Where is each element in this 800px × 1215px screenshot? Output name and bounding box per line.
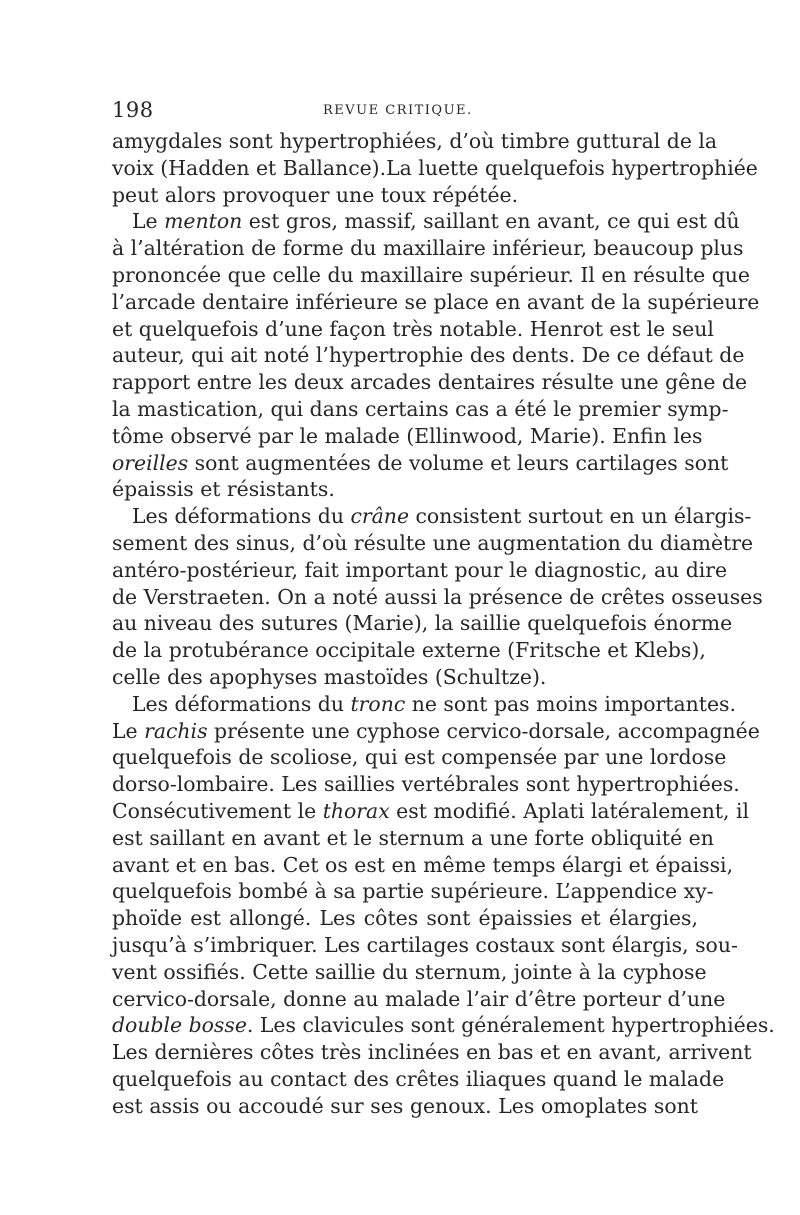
text-line: cervico-dorsale, donne au malade l’air d’être porteur d’une: [112, 986, 726, 1011]
text-line: au niveau des sutures (Marie), la saillie quelquefois énorme: [112, 611, 733, 636]
text-line: double bosse. Les clavicules sont généralement hypertrophiées.: [112, 1013, 775, 1038]
text-line: de la protubérance occipitale externe (Fritsche et Klebs),: [112, 638, 706, 663]
text-line: l’arcade dentaire inférieure se place en avant de la supérieure: [112, 289, 760, 314]
page-header: [112, 98, 692, 124]
text-line: quelquefois bombé à sa partie supérieure. L’appendice xy-: [112, 879, 714, 904]
page-number: 198: [112, 98, 154, 122]
text-line: vent ossifiés. Cette saillie du sternum, jointe à la cyphose: [112, 959, 707, 984]
text-line: sement des sinus, d’où résulte une augmentation du diamètre: [112, 530, 754, 555]
text-line: Le rachis présente une cyphose cervico-dorsale, accompagnée: [112, 718, 760, 743]
body-text: [112, 128, 775, 1119]
text-line: Les déformations du crâne consistent surtout en un élargis-: [132, 504, 752, 529]
text-line: quelquefois au contact des crêtes iliaques quand le malade: [112, 1066, 725, 1091]
text-line: Les dernières côtes très inclinées en bas et en avant, arrivent: [112, 1040, 752, 1065]
text-line: est saillant en avant et le sternum a une forte obliquité en: [112, 825, 714, 850]
text-line: Le menton est gros, massif, saillant en avant, ce qui est dû: [132, 209, 740, 234]
text-line: peut alors provoquer une toux répétée.: [112, 182, 519, 207]
text-line: avant et en bas. Cet os est en même temps élargi et épaissi,: [112, 852, 734, 877]
text-line: phoïde est allongé. Les côtes sont épaissies et élargies,: [112, 906, 698, 931]
text-line: celle des apophyses mastoïdes (Schultze).: [112, 664, 547, 689]
text-line: prononcée que celle du maxillaire supérieur. Il en résulte que: [112, 262, 750, 287]
text-line: et quelquefois d’une façon très notable. Henrot est le seul: [112, 316, 714, 341]
text-line: Les déformations du tronc ne sont pas moins importantes.: [132, 691, 736, 716]
text-line: Consécutivement le thorax est modifié. Aplati latéralement, il: [112, 798, 750, 823]
text-line: épaissis et résistants.: [112, 477, 335, 502]
text-line: quelquefois de scoliose, qui est compensée par une lordose: [112, 745, 727, 770]
text-line: oreilles sont augmentées de volume et leurs cartilages sont: [112, 450, 729, 475]
text-line: à l’altération de forme du maxillaire inférieur, beaucoup plus: [112, 236, 744, 261]
running-title: REVUE CRITIQUE.: [323, 103, 473, 118]
text-line: tôme observé par le malade (Ellinwood, Marie). Enfin les: [112, 423, 703, 448]
text-line: auteur, qui ait noté l’hypertrophie des dents. De ce défaut de: [112, 343, 745, 368]
text-line: rapport entre les deux arcades dentaires résulte une gêne de: [112, 370, 748, 395]
text-line: dorso-lombaire. Les saillies vertébrales sont hypertrophiées.: [112, 772, 740, 797]
text-line: de Verstraeten. On a noté aussi la présence de crêtes osseuses: [112, 584, 763, 609]
text-line: voix (Hadden et Ballance).La luette quelquefois hypertrophiée: [112, 155, 758, 180]
text-line: antéro-postérieur, fait important pour le diagnostic, au dire: [112, 557, 728, 582]
text-line: est assis ou accoudé sur ses genoux. Les omoplates sont: [112, 1093, 698, 1118]
text-line: la mastication, qui dans certains cas a été le premier symp-: [112, 396, 729, 421]
text-line: jusqu’à s’imbriquer. Les cartilages costaux sont élargis, sou-: [112, 932, 738, 957]
text-line: amygdales sont hypertrophiées, d’où timbre guttural de la: [112, 129, 718, 153]
